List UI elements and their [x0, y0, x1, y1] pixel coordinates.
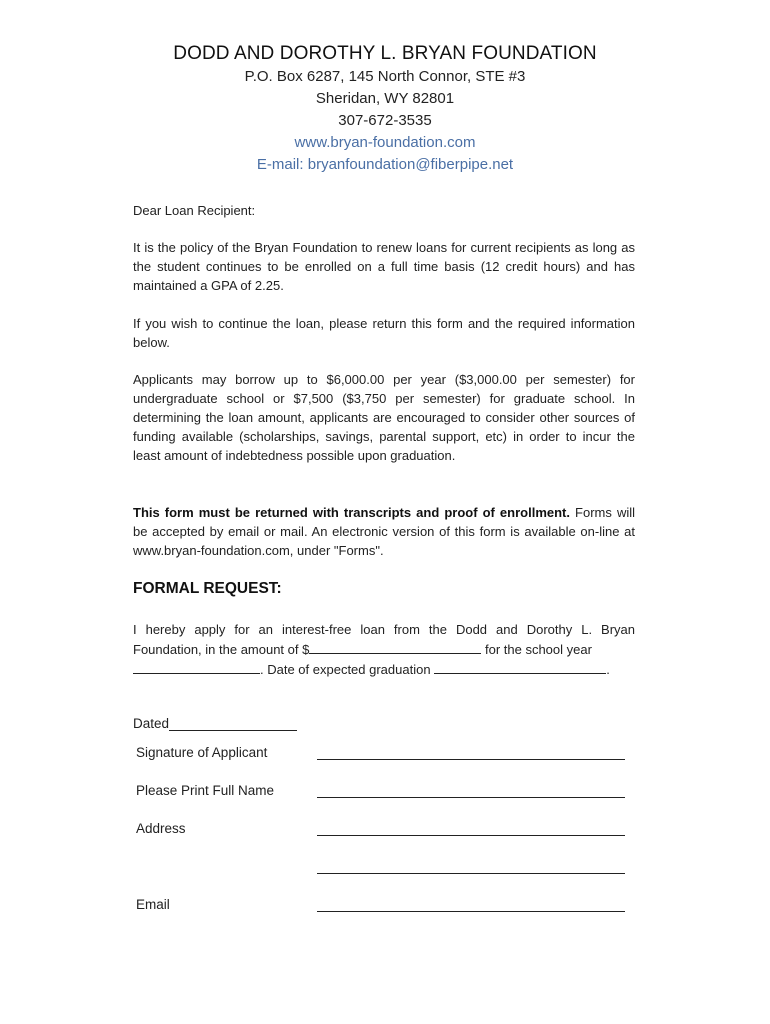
- request-text-part3: . Date of expected graduation: [260, 662, 435, 677]
- full-name-label: Please Print Full Name: [136, 783, 275, 798]
- submission-info-text: Forms will be accepted by email or mail. An electronic version of this form is available on-line at www.bryan-foundation.com, under "Forms".: [133, 505, 635, 558]
- address-label: Address: [136, 821, 186, 836]
- borrowing-limits-paragraph: Applicants may borrow up to $6,000.00 per year ($3,000.00 per semester) for undergraduate school or $7,500 ($3,750 per semester) for graduate school. In determining the loan amount, applicants are encouraged to consider other sources of funding available (scholarships, savings, parental support, etc) in order to incur the least amount of indebtedness possible upon graduation.: [133, 372, 635, 463]
- address-line-2[interactable]: [317, 873, 625, 874]
- organization-name: DODD AND DOROTHY L. BRYAN FOUNDATION: [173, 43, 597, 64]
- letterhead: [0, 42, 770, 176]
- school-year-blank[interactable]: [133, 659, 260, 674]
- dated-label: Dated: [133, 716, 170, 731]
- formal-request-heading: [133, 579, 635, 598]
- email-row: [136, 897, 626, 917]
- request-text-part1: I hereby apply for an interest-free loan from the Dodd and Dorothy L. Bryan Foundation, in the amount of $: [133, 622, 635, 657]
- dated-row: [133, 716, 623, 736]
- dated-line[interactable]: [169, 730, 297, 731]
- graduation-date-blank[interactable]: [434, 659, 606, 674]
- salutation: Dear Loan Recipient:: [133, 203, 256, 218]
- full-name-row: [136, 783, 626, 803]
- address-row-2: [136, 859, 626, 879]
- request-text-part4: .: [606, 662, 610, 677]
- return-requirement-text: This form must be returned with transcripts and proof of enrollment.: [133, 505, 570, 520]
- city-state-zip: Sheridan, WY 82801: [315, 90, 455, 107]
- section-title: FORMAL REQUEST: [133, 580, 277, 597]
- email-label: Email: [136, 897, 170, 912]
- continue-loan-paragraph: If you wish to continue the loan, please return this form and the required information below.: [133, 316, 635, 350]
- request-text-part2: for the school year: [481, 642, 592, 657]
- full-name-line[interactable]: [317, 797, 625, 798]
- email-line[interactable]: [317, 911, 625, 912]
- phone-number: 307-672-3535: [338, 112, 432, 129]
- section-title-colon: :: [276, 580, 282, 597]
- policy-paragraph: It is the policy of the Bryan Foundation to renew loans for current recipients as long as the student continues to be enrolled on a full time basis (12 credit hours) and has maintained a GPA of 2.25.: [133, 240, 635, 293]
- return-instructions-paragraph: [133, 503, 635, 560]
- signature-label: Signature of Applicant: [136, 745, 268, 760]
- address-row: [136, 821, 626, 841]
- website-link[interactable]: www.bryan-foundation.com: [294, 134, 476, 151]
- request-statement: [133, 620, 635, 679]
- mailing-address: P.O. Box 6287, 145 North Connor, STE #3: [244, 68, 526, 85]
- address-line-1[interactable]: [317, 835, 625, 836]
- email-link[interactable]: E-mail: bryanfoundation@fiberpipe.net: [256, 156, 514, 173]
- loan-amount-blank[interactable]: [309, 639, 481, 654]
- signature-row: [136, 745, 626, 765]
- signature-line[interactable]: [317, 759, 625, 760]
